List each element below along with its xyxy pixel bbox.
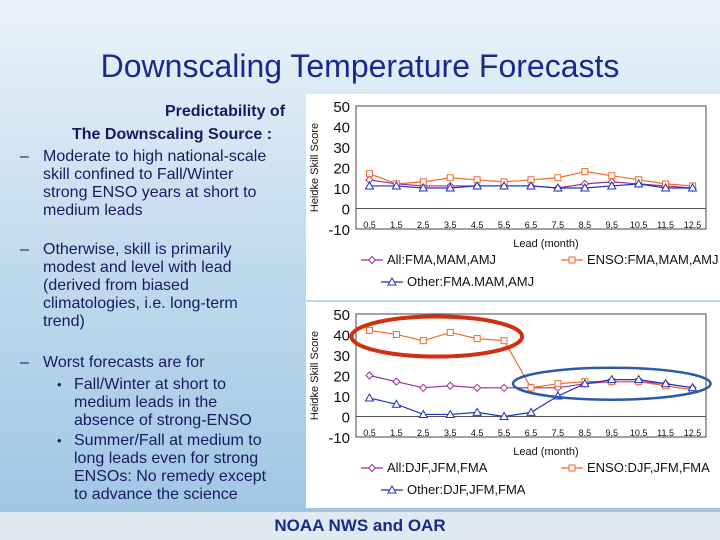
sub-bullet-1-line-2: medium leads in the xyxy=(74,394,218,411)
y-tick-label: 40 xyxy=(333,327,350,345)
x-tick-label: 9.5 xyxy=(605,220,619,230)
x-tick-label: 10.5 xyxy=(629,428,648,438)
data-point-enso xyxy=(366,171,372,177)
y-tick-label: 20 xyxy=(333,368,350,386)
bullet-dash-3: – xyxy=(20,354,29,371)
y-tick-label: 50 xyxy=(333,99,350,116)
sub-bullet-2-line-3: ENSOs: No remedy except xyxy=(74,468,267,485)
data-point-enso xyxy=(609,173,615,179)
y-tick-label: 10 xyxy=(333,389,350,406)
chart-top xyxy=(306,94,720,300)
slide-title: Downscaling Temperature Forecasts xyxy=(100,48,620,84)
sub-bullet-2-line-2: long leads even for strong xyxy=(74,450,259,467)
data-point-enso xyxy=(393,332,399,338)
x-tick-label: 11.5 xyxy=(657,220,675,230)
y-axis-label: Heidke Skill Score xyxy=(309,330,321,421)
chart-top-svg xyxy=(306,94,720,300)
sub-bullet-1 xyxy=(74,376,252,430)
legend-label-all: All:FMA,MAM,AMJ xyxy=(387,252,497,267)
x-axis-label: Lead (month) xyxy=(513,238,579,250)
data-point-other xyxy=(473,408,481,415)
x-tick-label: 12.5 xyxy=(683,428,702,438)
intro-line-2: The Downscaling Source : xyxy=(72,126,273,143)
y-tick-label: 30 xyxy=(333,140,350,157)
y-tick-label: 0 xyxy=(341,201,350,219)
data-point-all xyxy=(366,372,373,379)
y-axis-label: Heidke Skill Score xyxy=(309,122,321,213)
legend-marker-all xyxy=(369,257,376,264)
x-tick-label: 10.5 xyxy=(629,220,648,230)
x-tick-label: 6.5 xyxy=(524,428,538,438)
sub-bullet-dot-1: • xyxy=(57,377,62,392)
x-tick-label: 5.5 xyxy=(497,428,511,438)
legend-marker-all xyxy=(369,465,376,472)
data-point-all xyxy=(501,384,508,391)
legend-marker-enso xyxy=(569,465,575,471)
chart-bottom xyxy=(306,302,720,508)
sub-bullet-2-line-1: Summer/Fall at medium to xyxy=(74,432,262,449)
x-tick-label: 8.5 xyxy=(578,220,592,230)
data-point-all xyxy=(474,384,481,391)
y-tick-label: 30 xyxy=(333,348,350,365)
plot-area xyxy=(356,106,706,229)
bullet-1-line-1: Moderate to high national-scale xyxy=(43,148,267,165)
data-point-enso xyxy=(555,175,561,181)
y-tick-label: -10 xyxy=(328,430,350,447)
x-tick-label: 5.5 xyxy=(497,220,511,230)
data-point-enso xyxy=(474,336,480,342)
bullet-2-line-4: climatologies, i.e. long-term xyxy=(43,295,238,312)
bullet-1-line-4: medium leads xyxy=(43,202,143,219)
data-point-other xyxy=(365,394,373,401)
y-tick-label: 10 xyxy=(333,181,350,198)
legend-label-other: Other:FMA.MAM,AMJ xyxy=(407,274,535,289)
x-tick-label: 2.5 xyxy=(417,428,430,438)
data-point-other xyxy=(527,408,535,415)
x-tick-label: 3.5 xyxy=(443,428,457,438)
y-tick-label: 0 xyxy=(341,409,350,427)
bullet-2 xyxy=(43,241,238,331)
x-tick-label: 12.5 xyxy=(683,220,702,230)
y-tick-label: 20 xyxy=(333,160,350,178)
bullet-2-line-3: (derived from biased xyxy=(43,277,189,294)
data-point-all xyxy=(393,378,400,385)
x-tick-label: 9.5 xyxy=(605,428,619,438)
y-tick-label: -10 xyxy=(328,222,350,239)
x-tick-label: 0.5 xyxy=(363,220,376,230)
footer-text: NOAA NWS and OAR xyxy=(274,516,446,535)
bullet-2-line-5: trend) xyxy=(43,313,85,330)
sub-bullet-2-line-4: to advance the science xyxy=(74,486,238,503)
data-point-all xyxy=(447,382,454,389)
x-tick-label: 6.5 xyxy=(524,220,538,230)
bullet-2-line-1: Otherwise, skill is primarily xyxy=(43,241,232,258)
legend-marker-enso xyxy=(569,257,575,263)
data-point-enso xyxy=(555,381,561,387)
chart-bottom-svg xyxy=(306,302,720,508)
x-tick-label: 11.5 xyxy=(657,428,675,438)
x-tick-label: 4.5 xyxy=(470,220,484,230)
bullet-1-line-3: strong ENSO years at short to xyxy=(43,184,257,201)
data-point-enso xyxy=(582,169,588,175)
bullet-2-line-2: modest and level with lead xyxy=(43,259,232,276)
data-point-enso xyxy=(447,175,453,181)
data-point-enso xyxy=(420,338,426,344)
y-tick-label: 40 xyxy=(333,119,350,137)
data-point-enso xyxy=(366,327,372,333)
data-point-enso xyxy=(501,338,507,344)
data-point-enso xyxy=(528,385,534,391)
sub-bullet-dot-2: • xyxy=(57,433,62,448)
bullet-dash-1: – xyxy=(20,148,29,165)
x-tick-label: 1.5 xyxy=(390,428,403,438)
legend-label-enso: ENSO:DJF,JFM,FMA xyxy=(587,460,710,475)
sub-bullet-1-line-1: Fall/Winter at short to xyxy=(74,376,227,393)
data-point-enso xyxy=(447,329,453,335)
legend-label-all: All:DJF,JFM,FMA xyxy=(387,460,488,475)
x-tick-label: 7.5 xyxy=(551,220,565,230)
x-tick-label: 1.5 xyxy=(390,220,403,230)
bullet-3: Worst forecasts are for xyxy=(43,354,205,371)
x-tick-label: 3.5 xyxy=(443,220,457,230)
y-tick-label: 50 xyxy=(333,307,350,324)
bullet-1-line-2: skill confined to Fall/Winter xyxy=(43,166,234,183)
x-tick-label: 4.5 xyxy=(470,428,484,438)
data-point-all xyxy=(420,384,427,391)
intro-line-1: Predictability of xyxy=(165,103,286,120)
bullet-dash-2: – xyxy=(20,241,29,258)
legend-label-enso: ENSO:FMA,MAM,AMJ xyxy=(587,252,719,267)
sub-bullet-2 xyxy=(74,432,266,504)
bullet-1 xyxy=(43,148,266,220)
x-tick-label: 0.5 xyxy=(363,428,376,438)
x-tick-label: 8.5 xyxy=(578,428,592,438)
x-tick-label: 7.5 xyxy=(551,428,565,438)
sub-bullet-1-line-3: absence of strong-ENSO xyxy=(74,412,252,429)
x-axis-label: Lead (month) xyxy=(513,446,579,458)
legend-label-other: Other:DJF,JFM,FMA xyxy=(407,482,526,497)
x-tick-label: 2.5 xyxy=(417,220,430,230)
